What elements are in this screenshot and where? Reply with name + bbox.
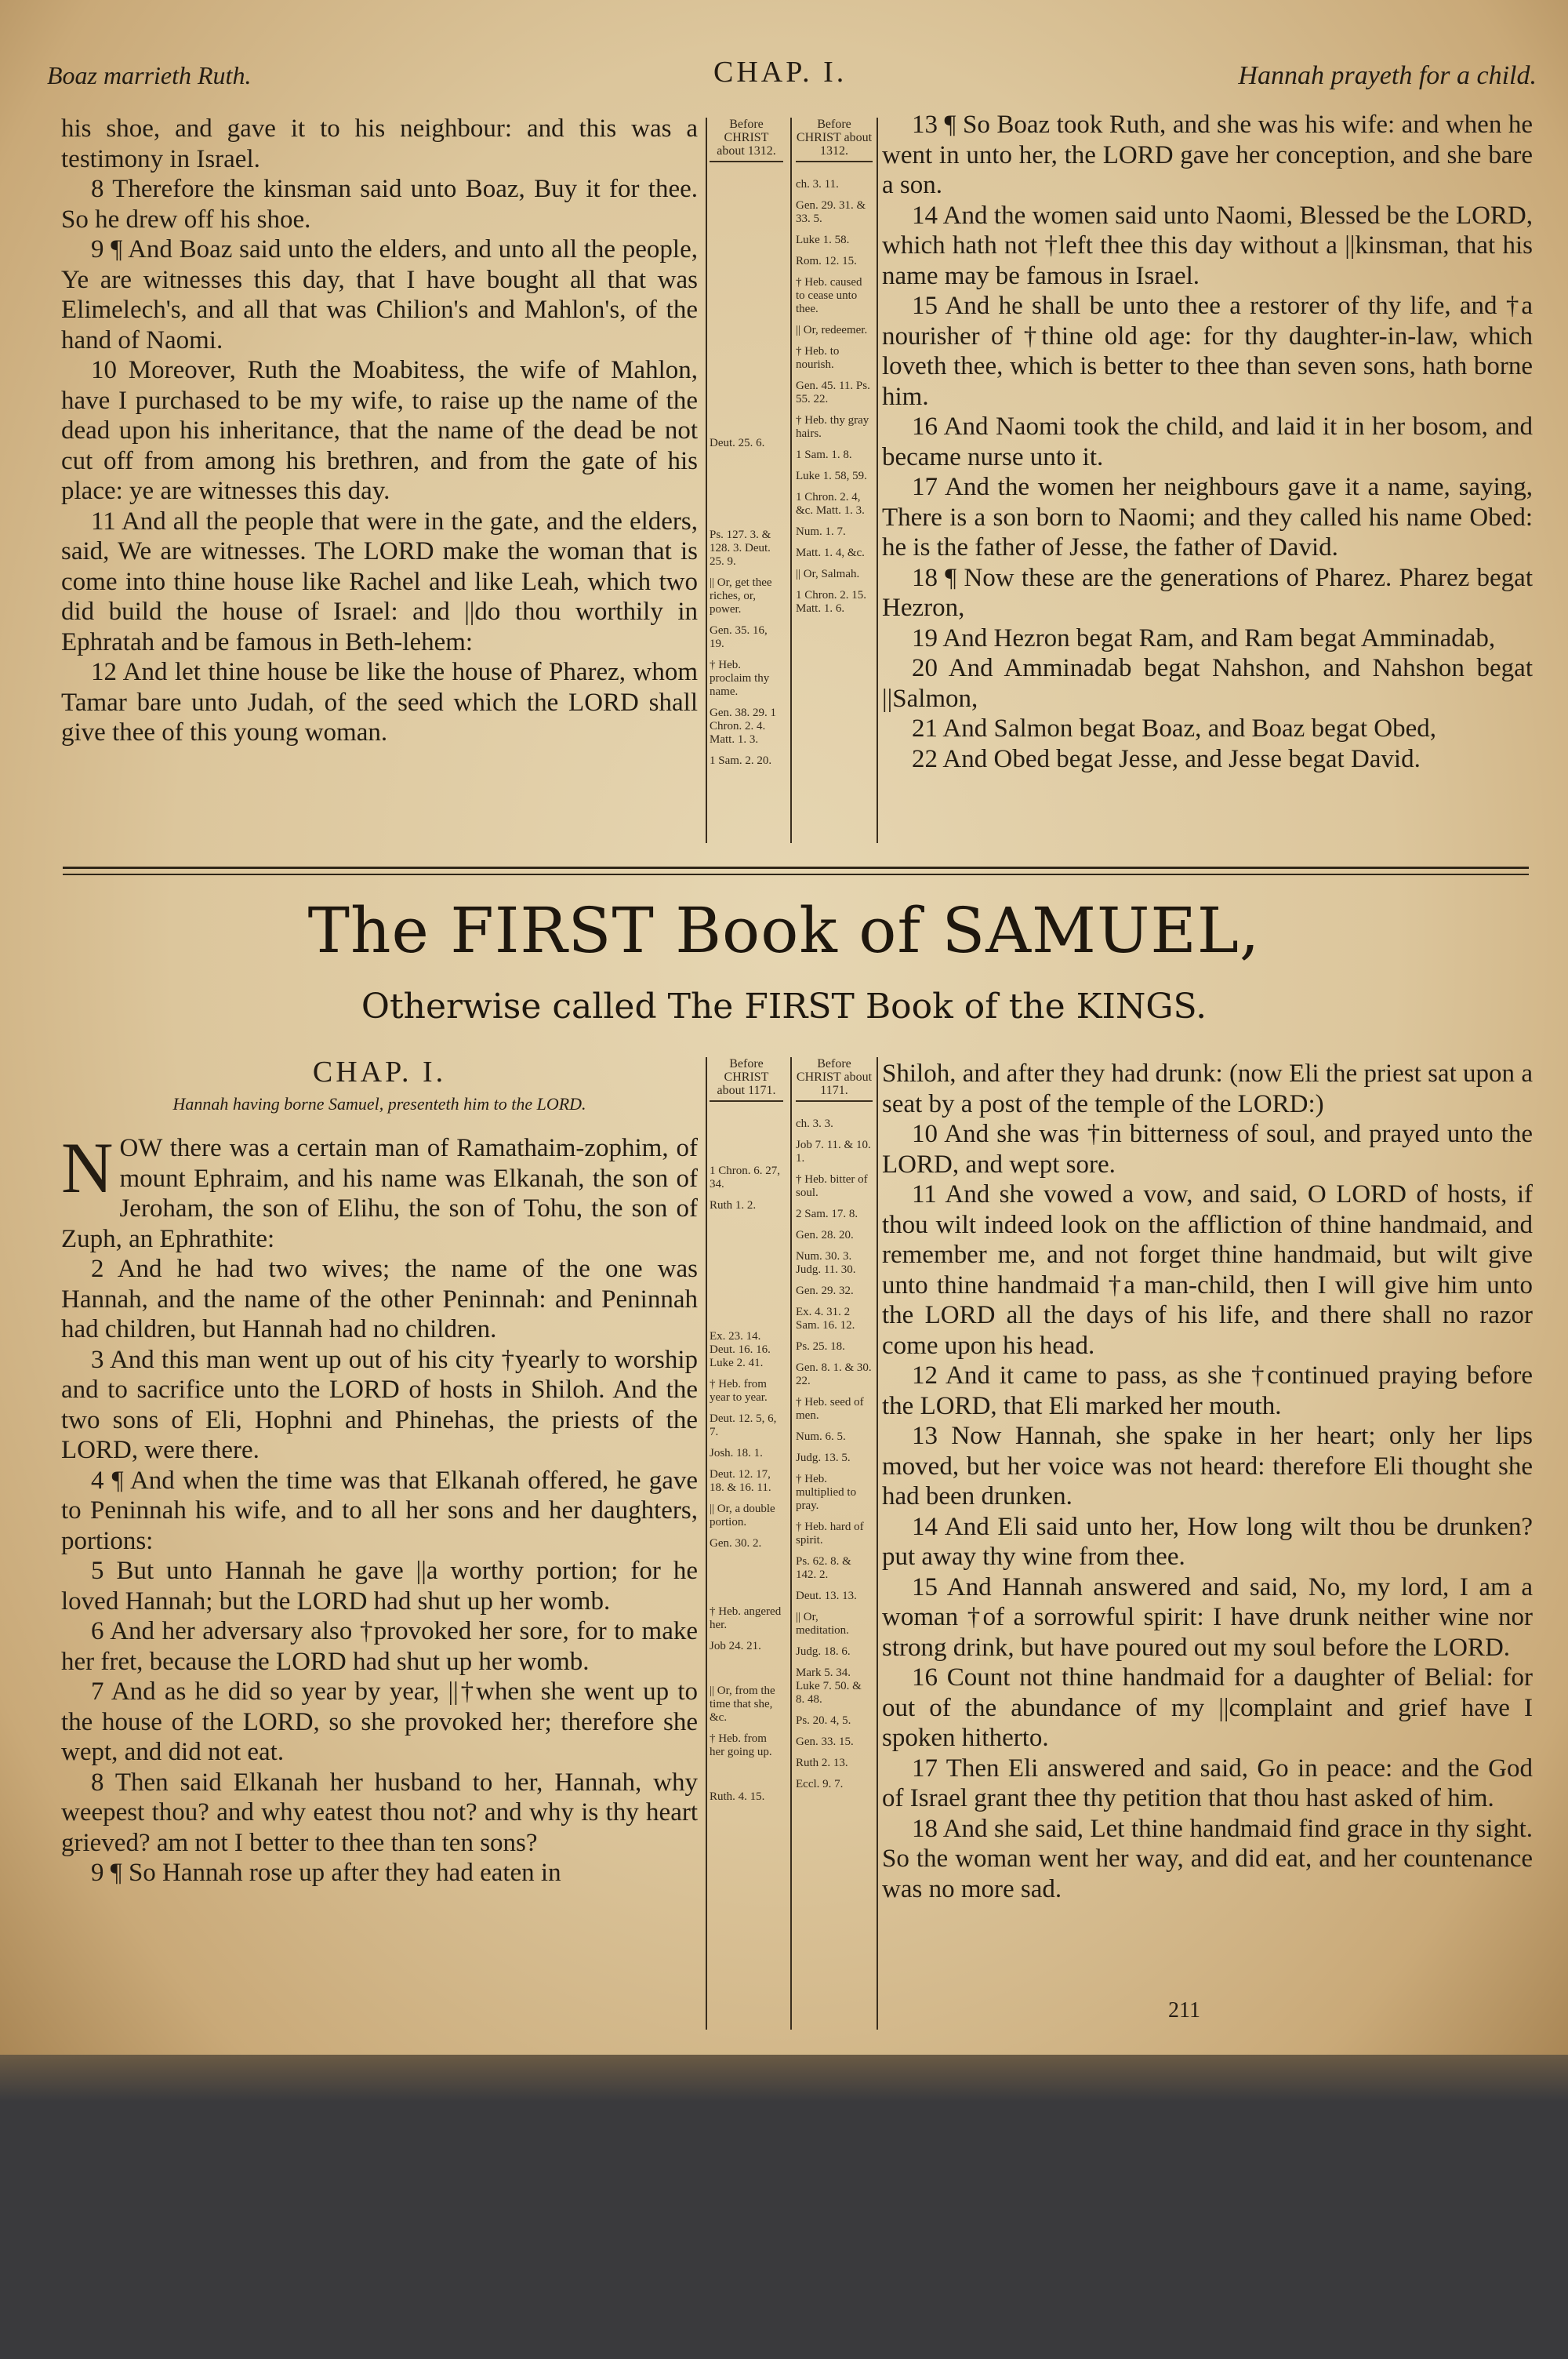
verse: 15 And Hannah answered and said, No, my lord, I am a woman †of a sorrowful spirit: I have drunk neither wine nor strong drink, but have poured out my soul before the LORD. bbox=[882, 1572, 1533, 1662]
margin-references-top-a bbox=[710, 118, 783, 776]
verse: 13 ¶ So Boaz took Ruth, and she was his wife: and when he went in unto her, the LORD gave her conception, and she bare a son. bbox=[882, 111, 1533, 199]
margin-note: ch. 3. 3. bbox=[796, 1118, 833, 1130]
running-head bbox=[47, 55, 1537, 102]
margin-note: Ps. 25. 18. bbox=[796, 1340, 845, 1353]
margin-note: Num. 6. 5. bbox=[796, 1430, 846, 1443]
margin-note: ch. 3. 11. bbox=[796, 178, 839, 191]
margin-note: † Heb. seed of men. bbox=[796, 1396, 864, 1422]
book-title: The FIRST Book of SAMUEL, bbox=[307, 894, 1261, 967]
margin-note: † Heb. angered her. bbox=[710, 1605, 782, 1631]
margin-references-bottom-a bbox=[710, 1057, 783, 1812]
verse: 8 Therefore the kinsman said unto Boaz, Buy it for thee. So he drew off his shoe. bbox=[61, 175, 698, 234]
ruth-column-left bbox=[61, 114, 698, 748]
margin-note: 1 Chron. 6. 27, 34. bbox=[710, 1165, 780, 1190]
margin-note: Job 24. 21. bbox=[710, 1640, 761, 1652]
verse: 22 And Obed begat Jesse, and Jesse begat David. bbox=[912, 744, 1421, 773]
margin-note: Gen. 8. 1. & 30. 22. bbox=[796, 1361, 872, 1387]
margin-note: Rom. 12. 15. bbox=[796, 255, 857, 267]
verse: 7 And as he did so year by year, ||†when she went up to the house of the LORD, so she provoked her; therefore she wept, and did not eat. bbox=[61, 1677, 698, 1766]
verse: 12 And let thine house be like the house of Pharez, whom Tamar bare unto Judah, of the seed which the LORD shall give thee of this young woman. bbox=[61, 658, 698, 747]
verse: 8 Then said Elkanah her husband to her, Hannah, why weepest thou? and why eatest thou not? and why is thy heart grieved? am not I better to thee than ten sons? bbox=[61, 1768, 698, 1857]
margin-note: 1 Chron. 2. 4, &c. Matt. 1. 3. bbox=[796, 491, 865, 517]
margin-note: Gen. 29. 31. & 33. 5. bbox=[796, 199, 866, 225]
samuel-column-right bbox=[882, 1059, 1533, 1904]
margin-note: Josh. 18. 1. bbox=[710, 1447, 763, 1459]
margin-note: || Or, redeemer. bbox=[796, 324, 868, 336]
margin-head: Before CHRIST about 1312. bbox=[796, 118, 873, 162]
book-subtitle: Otherwise called The FIRST Book of the KINGS. bbox=[361, 987, 1207, 1027]
margin-note: || Or, from the time that she, &c. bbox=[710, 1685, 775, 1724]
verse: 5 But unto Hannah he gave ||a worthy portion; for he loved Hannah; but the LORD had shut up her womb. bbox=[61, 1557, 698, 1616]
divider-rule bbox=[63, 874, 1529, 875]
margin-note: Ruth. 4. 15. bbox=[710, 1790, 765, 1803]
margin-note: Matt. 1. 4, &c. bbox=[796, 547, 865, 559]
margin-note: Gen. 29. 32. bbox=[796, 1285, 854, 1297]
verse: 14 And Eli said unto her, How long wilt thou be drunken? put away thy wine from thee. bbox=[882, 1512, 1533, 1571]
margin-note: Deut. 12. 17, 18. & 16. 11. bbox=[710, 1468, 771, 1494]
margin-note: 1 Chron. 2. 15. Matt. 1. 6. bbox=[796, 589, 866, 615]
verse: 14 And the women said unto Naomi, Blessed be the LORD, which hath not †left thee this day without a ||kinsman, that his name may be famous in Israel. bbox=[882, 201, 1533, 290]
margin-note: Num. 30. 3. Judg. 11. 30. bbox=[796, 1250, 856, 1276]
margin-note: Luke 1. 58. bbox=[796, 234, 850, 246]
margin-note: † Heb. thy gray hairs. bbox=[796, 414, 869, 440]
margin-note: Gen. 30. 2. bbox=[710, 1537, 762, 1550]
verse: 19 And Hezron begat Ram, and Ram begat Amminadab, bbox=[912, 623, 1496, 652]
margin-note: Gen. 38. 29. 1 Chron. 2. 4. Matt. 1. 3. bbox=[710, 707, 776, 746]
margin-note: † Heb. proclaim thy name. bbox=[710, 659, 770, 698]
margin-note: Gen. 35. 16, 19. bbox=[710, 624, 768, 650]
ruth-column-right bbox=[882, 110, 1533, 774]
drop-cap: N bbox=[61, 1128, 114, 1208]
verse: Shiloh, and after they had drunk: (now Eli the priest sat upon a seat by a post of the temple of the LORD:) bbox=[882, 1060, 1533, 1118]
margin-note: Gen. 28. 20. bbox=[796, 1229, 854, 1241]
margin-note: Gen. 45. 11. Ps. 55. 22. bbox=[796, 380, 870, 405]
margin-rule bbox=[706, 1057, 707, 2030]
verse: 4 ¶ And when the time was that Elkanah offered, he gave to Peninnah his wife, and to all her sons and her daughters, portions: bbox=[61, 1466, 698, 1555]
verse: 11 And she vowed a vow, and said, O LORD of hosts, if thou wilt indeed look on the affliction of thine handmaid, and remember me, and not forget thine handmaid, but wilt give unto thine handmaid †a man-child, then I will give him unto the LORD all the days of his life, and there shall no razor come upon his head. bbox=[882, 1180, 1533, 1360]
margin-note: Num. 1. 7. bbox=[796, 525, 846, 538]
margin-note: 1 Sam. 2. 20. bbox=[710, 754, 772, 767]
verse: 11 And all the people that were in the gate, and the elders, said, We are witnesses. The LORD make the woman that is come into thine house like Rachel and like Leah, which two did build the house of Israel: and ||do thou worthily in Ephratah and be famous in Beth-lehem: bbox=[61, 507, 698, 656]
verse: 12 And it came to pass, as she †continued praying before the LORD, that Eli marked her mouth. bbox=[882, 1361, 1533, 1420]
verse: 9 ¶ And Boaz said unto the elders, and unto all the people, Ye are witnesses this day, that I have bought all that was Elimelech's, and all that was Chilion's and Mahlon's, of the hand of Naomi. bbox=[61, 235, 698, 354]
margin-note: Deut. 13. 13. bbox=[796, 1590, 857, 1602]
page-number: 211 bbox=[1168, 1998, 1200, 2023]
verse: 18 ¶ Now these are the generations of Pharez. Pharez begat Hezron, bbox=[882, 563, 1533, 622]
verse: 3 And this man went up out of his city †yearly to worship and to sacrifice unto the LORD of hosts in Shiloh. And the two sons of Eli, Hophni and Phinehas, the priests of the LORD, were there. bbox=[61, 1345, 698, 1464]
margin-note: Gen. 33. 15. bbox=[796, 1736, 854, 1748]
margin-note: || Or, Salmah. bbox=[796, 568, 860, 580]
running-head-left: Boaz marrieth Ruth. bbox=[47, 61, 252, 89]
verse: 20 And Amminadab begat Nahshon, and Nahshon begat ||Salmon, bbox=[882, 654, 1533, 713]
margin-note: Job 7. 11. & 10. 1. bbox=[796, 1139, 871, 1165]
samuel-column-left bbox=[61, 1128, 698, 1888]
margin-head: Before CHRIST about 1312. bbox=[710, 118, 783, 162]
margin-head: Before CHRIST about 1171. bbox=[710, 1057, 783, 1102]
margin-references-top-b bbox=[796, 118, 873, 623]
margin-head: Before CHRIST about 1171. bbox=[796, 1057, 873, 1102]
running-head-right: Hannah prayeth for a child. bbox=[1238, 61, 1537, 90]
margin-note: 2 Sam. 17. 8. bbox=[796, 1208, 858, 1220]
verse: 9 ¶ So Hannah rose up after they had eaten in bbox=[91, 1859, 561, 1887]
verse: his shoe, and gave it to his neighbour: and this was a testimony in Israel. bbox=[61, 114, 698, 173]
verse: 2 And he had two wives; the name of the one was Hannah, and the name of the other Peninnah: and Peninnah had children, but Hannah had no children. bbox=[61, 1255, 698, 1343]
margin-rule bbox=[877, 118, 878, 843]
margin-note: 1 Sam. 1. 8. bbox=[796, 449, 852, 461]
margin-note: † Heb. bitter of soul. bbox=[796, 1173, 868, 1199]
margin-note: Ps. 20. 4, 5. bbox=[796, 1714, 851, 1727]
verse: 10 Moreover, Ruth the Moabitess, the wife of Mahlon, have I purchased to be my wife, to raise up the name of the dead upon his inheritance, that the name of the dead be not cut off from among his brethren, and from the gate of his place: ye are witnesses this day. bbox=[61, 356, 698, 505]
margin-rule bbox=[877, 1057, 878, 2030]
margin-note: Deut. 25. 6. bbox=[710, 437, 765, 449]
margin-note: Judg. 18. 6. bbox=[796, 1645, 851, 1658]
margin-note: Ps. 62. 8. & 142. 2. bbox=[796, 1555, 851, 1581]
margin-rule bbox=[790, 118, 792, 843]
verse: 18 And she said, Let thine handmaid find grace in thy sight. So the woman went her way, and did eat, and her countenance was no more sad. bbox=[882, 1814, 1533, 1903]
verse-text: OW there was a certain man of Ramathaim-zophim, of mount Ephraim, and his name was Elkanah, the son of Jeroham, the son of Elihu, the son of Tohu, the son of Zuph, an Ephrathite: bbox=[61, 1134, 698, 1253]
verse: 6 And her adversary also †provoked her sore, for to make her fret, because the LORD had shut up her womb. bbox=[61, 1617, 698, 1676]
verse bbox=[61, 1128, 698, 1254]
margin-note: † Heb. hard of spirit. bbox=[796, 1521, 864, 1547]
margin-note: || Or, a double portion. bbox=[710, 1503, 775, 1528]
verse: 15 And he shall be unto thee a restorer of thy life, and †a nourisher of †thine old age: for thy daughter-in-law, which loveth thee, which is better to thee than seven sons, hath borne him. bbox=[882, 292, 1533, 411]
margin-note: Ps. 127. 3. & 128. 3. Deut. 25. 9. bbox=[710, 529, 771, 568]
margin-note: || Or, get thee riches, or, power. bbox=[710, 576, 772, 616]
margin-note: Mark 5. 34. Luke 7. 50. & 8. 48. bbox=[796, 1667, 862, 1706]
margin-note: Ex. 4. 31. 2 Sam. 16. 12. bbox=[796, 1306, 855, 1332]
margin-note: † Heb. multiplied to pray. bbox=[796, 1473, 857, 1512]
margin-note: || Or, meditation. bbox=[796, 1611, 849, 1637]
verse: 16 Count not thine handmaid for a daughter of Belial: for out of the abundance of my ||complaint and grief have I spoken hitherto. bbox=[882, 1663, 1533, 1752]
margin-rule bbox=[790, 1057, 792, 2030]
verse: 17 And the women her neighbours gave it a name, saying, There is a son born to Naomi; and they called his name Obed: he is the father of Jesse, the father of David. bbox=[882, 473, 1533, 562]
margin-note: Ruth 1. 2. bbox=[710, 1199, 757, 1212]
margin-rule bbox=[706, 118, 707, 843]
margin-note: Ruth 2. 13. bbox=[796, 1757, 848, 1769]
margin-note: † Heb. to nourish. bbox=[796, 345, 840, 371]
margin-note: Luke 1. 58, 59. bbox=[796, 470, 867, 482]
margin-note: Deut. 12. 5, 6, 7. bbox=[710, 1412, 777, 1438]
margin-references-bottom-b bbox=[796, 1057, 873, 1799]
running-head-chapter: CHAP. I. bbox=[713, 56, 848, 89]
chapter-summary: Hannah having borne Samuel, presenteth him to the LORD. bbox=[172, 1094, 586, 1114]
margin-note: † Heb. from year to year. bbox=[710, 1378, 768, 1404]
margin-note: Eccl. 9. 7. bbox=[796, 1778, 844, 1790]
verse: 16 And Naomi took the child, and laid it in her bosom, and became nurse unto it. bbox=[882, 413, 1533, 471]
margin-note: Judg. 13. 5. bbox=[796, 1452, 851, 1464]
margin-note: † Heb. from her going up. bbox=[710, 1732, 772, 1758]
chapter-heading: CHAP. I. bbox=[312, 1056, 447, 1089]
verse: 10 And she was †in bitterness of soul, and prayed unto the LORD, and wept sore. bbox=[882, 1120, 1533, 1179]
margin-note: Ex. 23. 14. Deut. 16. 16. Luke 2. 41. bbox=[710, 1330, 771, 1369]
verse: 13 Now Hannah, she spake in her heart; only her lips moved, but her voice was not heard: therefore Eli thought she had been drunken. bbox=[882, 1422, 1533, 1510]
verse: 17 Then Eli answered and said, Go in peace: and the God of Israel grant thee thy petition that thou hast asked of him. bbox=[882, 1754, 1533, 1812]
divider-rule bbox=[63, 867, 1529, 869]
verse: 21 And Salmon begat Boaz, and Boaz begat Obed, bbox=[912, 714, 1437, 743]
margin-note: † Heb. caused to cease unto thee. bbox=[796, 276, 862, 315]
